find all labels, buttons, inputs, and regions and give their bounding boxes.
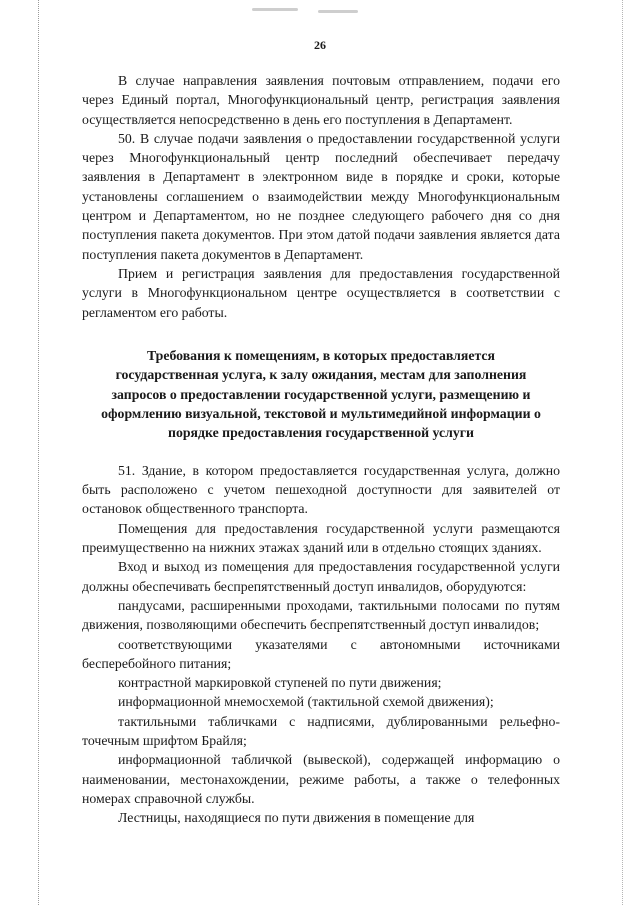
heading-line: Требования к помещениям, в которых предоставляется	[146, 347, 496, 363]
paragraph: Лестницы, находящиеся по пути движения в помещение для	[118, 810, 475, 826]
paragraph: 50. В случае подачи заявления о предоставлении государственной услуги через Многофункциональный центр последний обеспечивает передачу заявления в Департамент в электронном виде в порядке и сроки, которые установлены соглашением о взаимодействии между Многофункциональным центром и Департаментом, но не позднее следующего рабочего дня со дня поступления пакета документов. При этом датой подачи заявления является дата поступления пакета документов в Департамент.	[82, 130, 560, 262]
scan-speck	[252, 8, 298, 11]
paragraph: Вход и выход из помещения для предоставления государственной услуги должны обеспечивать беспрепятственный доступ инвалидов, оборудуются:	[82, 559, 560, 594]
paragraph: тактильными табличками с надписями, дублированными рельефно-точечным шрифтом Брайля;	[82, 713, 560, 749]
paragraph: В случае направления заявления почтовым отправлением, подачи его через Единый портал, Многофункциональный центр, регистрация заявления осуществляется непосредственно в день его поступления в Департамент.	[82, 73, 560, 127]
scan-speck	[318, 10, 358, 13]
scan-left-edge	[38, 0, 39, 905]
paragraph: пандусами, расширенными проходами, тактильными полосами по путям движения, позволяющими обеспечить беспрепятственный доступ инвалидов;	[82, 597, 560, 633]
paragraph: контрастной маркировкой ступеней по пути движения;	[118, 675, 442, 691]
scan-right-edge	[622, 0, 623, 905]
heading-line: запросов о предоставлении государственной услуги, размещению и	[111, 386, 531, 402]
paragraph: Прием и регистрация заявления для предоставления государственной услуги в Многофункциональном центре осуществляется в соответствии с регламентом его работы.	[82, 265, 560, 320]
heading-line: государственная услуга, к залу ожидания, местам для заполнения	[115, 367, 527, 383]
document-body	[82, 71, 560, 828]
paragraph: 51. Здание, в котором предоставляется государственная услуга, должно быть расположено с учетом пешеходной доступности для заявителей от остановок общественного транспорта.	[82, 462, 560, 517]
paragraph: Помещения для предоставления государственной услуги размещаются преимущественно на нижних этажах зданий или в отдельно стоящих зданиях.	[82, 520, 560, 556]
section-heading	[82, 346, 560, 443]
page-number: 26	[314, 38, 326, 52]
paragraph: информационной табличкой (вывеской), содержащей информацию о наименовании, местонахождении, режиме работы, а также о телефонных номерах справочной службы.	[82, 752, 560, 806]
paragraph: информационной мнемосхемой (тактильной схемой движения);	[118, 694, 494, 710]
heading-line: порядке предоставления государственной услуги	[168, 425, 474, 441]
heading-line: оформлению визуальной, текстовой и мультимедийной информации о	[101, 406, 541, 422]
paragraph: соответствующими указателями с автономными источниками бесперебойного питания;	[82, 636, 560, 671]
